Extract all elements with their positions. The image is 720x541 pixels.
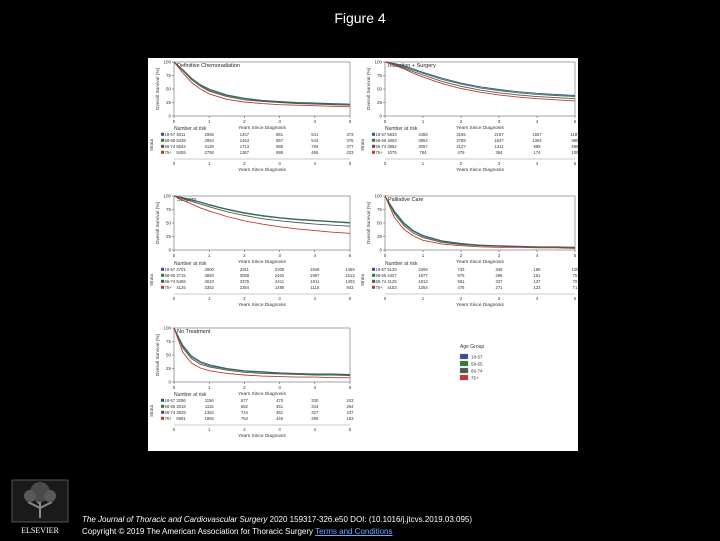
x-axis-label-4: Years Since Diagnosis bbox=[238, 392, 286, 397]
risk-x-tick-1-0: 0 bbox=[383, 161, 387, 166]
x-tick-label-1-2: 2 bbox=[459, 119, 463, 124]
risk-cell-3-3-3: 476 bbox=[457, 285, 465, 290]
risk-cell-2-0-1: 4701 bbox=[176, 267, 186, 272]
risk-cell-4-1-5: 344 bbox=[311, 404, 319, 409]
publisher-wordmark: ELSEVIER bbox=[21, 526, 59, 535]
risk-cell-1-3-5: 174 bbox=[533, 150, 541, 155]
risk-x-tick-2-4: 4 bbox=[313, 296, 316, 301]
risk-cell-0-1-5: 542 bbox=[311, 138, 319, 143]
x-tick-label-1-1: 1 bbox=[421, 119, 425, 124]
strata-label-0: Strata bbox=[149, 138, 154, 152]
risk-cell-3-3-5: 123 bbox=[533, 285, 541, 290]
risk-x-tick-3-4: 4 bbox=[535, 296, 539, 301]
risk-cell-0-1-2: 2854 bbox=[204, 138, 214, 143]
risk-strata-4-2: 66-74 bbox=[164, 410, 176, 415]
x-tick-label-3-2: 2 bbox=[459, 253, 463, 258]
panel-title-4: No Treatment bbox=[177, 329, 211, 335]
risk-x-tick-0-2: 2 bbox=[243, 161, 246, 166]
risk-cell-3-2-4: 337 bbox=[495, 279, 503, 284]
y-tick-label-0-0: 0 bbox=[168, 113, 171, 119]
risk-cell-3-0-5: 186 bbox=[533, 267, 541, 272]
risk-cell-2-3-4: 1495 bbox=[274, 285, 285, 290]
risk-x-tick-4-0: 0 bbox=[172, 427, 176, 432]
risk-cell-3-0-1: 5125 bbox=[387, 267, 397, 272]
risk-cell-3-0-4: 345 bbox=[495, 267, 503, 272]
risk-cell-1-0-6: 1187 bbox=[570, 132, 580, 137]
risk-cell-0-3-1: 5455 bbox=[176, 150, 186, 155]
figure-panel bbox=[148, 58, 578, 451]
risk-cell-4-3-3: 753 bbox=[240, 416, 248, 421]
y-tick-label-2-25: 25 bbox=[165, 234, 171, 240]
risk-cell-2-0-3: 2911 bbox=[239, 267, 249, 272]
risk-cell-4-0-4: 470 bbox=[276, 398, 284, 403]
risk-cell-1-3-2: 784 bbox=[419, 150, 427, 155]
risk-cell-4-2-4: 461 bbox=[276, 410, 284, 415]
risk-cell-2-1-4: 2402 bbox=[274, 273, 285, 278]
x-axis-label-2: Years Since Diagnosis bbox=[238, 260, 286, 265]
risk-strata-3-3: 75+ bbox=[375, 285, 383, 290]
y-axis-label-0: Overall Survival (%) bbox=[156, 67, 161, 111]
risk-cell-0-2-3: 1713 bbox=[239, 144, 250, 149]
x-tick-label-4-1: 1 bbox=[207, 385, 211, 390]
y-tick-label-4-0: 0 bbox=[168, 379, 171, 385]
risk-strata-2-1: 58-65 bbox=[164, 273, 176, 278]
x-axis-label-3: Years Since Diagnosis bbox=[456, 260, 504, 265]
risk-cell-1-3-6: 109 bbox=[571, 150, 579, 155]
x-tick-label-3-4: 4 bbox=[535, 253, 539, 258]
risk-cell-3-3-2: 1354 bbox=[418, 285, 428, 290]
x-tick-label-3-0: 0 bbox=[383, 253, 387, 258]
risk-cell-2-2-3: 3376 bbox=[239, 279, 250, 284]
risk-cell-0-1-6: 375 bbox=[346, 138, 354, 143]
risk-cell-2-2-2: 4610 bbox=[204, 279, 214, 284]
y-tick-label-4-50: 50 bbox=[165, 352, 171, 358]
risk-cell-0-0-2: 2956 bbox=[204, 132, 214, 137]
panel-title-1: Induction + Surgery bbox=[388, 63, 436, 69]
risk-strata-4-0: 18-57 bbox=[164, 398, 176, 403]
risk-x-tick-2-3: 3 bbox=[278, 296, 281, 301]
risk-x-tick-3-2: 2 bbox=[459, 296, 463, 301]
risk-x-label-1: Years Since Diagnosis bbox=[456, 168, 504, 173]
risk-cell-0-2-1: 5642 bbox=[176, 144, 186, 149]
x-tick-label-4-5: 5 bbox=[348, 385, 352, 390]
x-tick-label-3-1: 1 bbox=[421, 253, 425, 258]
risk-cell-0-2-4: 985 bbox=[276, 144, 284, 149]
y-tick-label-0-100: 100 bbox=[163, 59, 171, 65]
risk-cell-2-0-5: 1846 bbox=[310, 267, 320, 272]
x-tick-label-4-0: 0 bbox=[172, 385, 176, 390]
legend-label-58-65: 58-65 bbox=[471, 361, 483, 367]
risk-cell-3-0-3: 733 bbox=[457, 267, 465, 272]
legend-label-66-74: 66-74 bbox=[471, 368, 483, 374]
risk-x-label-3: Years Since Diagnosis bbox=[456, 303, 504, 308]
plot-frame-3 bbox=[385, 196, 575, 250]
risk-cell-0-0-5: 541 bbox=[311, 132, 319, 137]
risk-cell-2-0-6: 1459 bbox=[345, 267, 355, 272]
risk-cell-1-0-1: 5833 bbox=[387, 132, 397, 137]
risk-cell-4-1-2: 1115 bbox=[204, 404, 214, 409]
risk-cell-0-2-5: 794 bbox=[311, 144, 319, 149]
risk-cell-4-3-2: 1862 bbox=[204, 416, 214, 421]
risk-cell-3-0-2: 2306 bbox=[418, 267, 428, 272]
risk-cell-2-0-4: 2305 bbox=[274, 267, 285, 272]
strata-label-1: Strata bbox=[360, 138, 365, 152]
risk-header-0: Number at risk bbox=[174, 126, 207, 132]
risk-x-tick-1-1: 1 bbox=[421, 161, 425, 166]
legend-swatch-58-65 bbox=[460, 361, 468, 366]
risk-cell-2-3-2: 3352 bbox=[204, 285, 214, 290]
risk-x-label-0: Years Since Diagnosis bbox=[238, 168, 286, 173]
journal-name: The Journal of Thoracic and Cardiovascular Surgery bbox=[82, 515, 268, 524]
legend-swatch-75+ bbox=[460, 375, 468, 380]
risk-cell-2-2-6: 1403 bbox=[345, 279, 355, 284]
y-axis-label-3: Overall Survival (%) bbox=[367, 201, 372, 245]
citation-details: 2020 159317-326.e50 DOI: (10.1016/j.jtcvs.2019.03.095) bbox=[267, 515, 473, 524]
y-tick-label-2-75: 75 bbox=[165, 207, 171, 213]
risk-x-label-4: Years Since Diagnosis bbox=[238, 434, 286, 439]
risk-cell-4-2-1: 3929 bbox=[176, 410, 186, 415]
risk-strata-4-3: 75+ bbox=[164, 416, 172, 421]
risk-x-tick-0-3: 3 bbox=[278, 161, 281, 166]
x-tick-label-2-4: 4 bbox=[313, 253, 317, 258]
risk-cell-2-1-5: 1897 bbox=[310, 273, 320, 278]
x-tick-label-3-5: 5 bbox=[573, 253, 577, 258]
risk-cell-0-3-2: 2758 bbox=[204, 150, 214, 155]
y-tick-label-3-50: 50 bbox=[376, 220, 382, 226]
y-tick-label-3-0: 0 bbox=[379, 247, 382, 253]
risk-cell-3-1-4: 296 bbox=[495, 273, 503, 278]
risk-x-tick-3-1: 1 bbox=[421, 296, 425, 301]
risk-cell-3-0-6: 125 bbox=[571, 267, 579, 272]
risk-cell-4-0-2: 1156 bbox=[204, 398, 214, 403]
risk-cell-3-1-5: 151 bbox=[533, 273, 541, 278]
risk-cell-4-2-3: 724 bbox=[240, 410, 248, 415]
risk-x-tick-3-3: 3 bbox=[497, 296, 501, 301]
x-tick-label-4-4: 4 bbox=[313, 385, 317, 390]
risk-cell-0-0-3: 1447 bbox=[239, 132, 250, 137]
risk-strata-1-2: 66-74 bbox=[375, 144, 387, 149]
risk-x-tick-3-5: 5 bbox=[573, 296, 577, 301]
x-tick-label-2-5: 5 bbox=[348, 253, 352, 258]
risk-cell-2-3-6: 843 bbox=[346, 285, 354, 290]
risk-x-label-2: Years Since Diagnosis bbox=[238, 303, 286, 308]
risk-cell-2-3-3: 2354 bbox=[239, 285, 250, 290]
y-tick-label-4-100: 100 bbox=[163, 325, 171, 331]
risk-cell-0-2-2: 3130 bbox=[204, 144, 214, 149]
y-tick-label-1-100: 100 bbox=[374, 59, 382, 65]
risk-cell-4-0-5: 330 bbox=[311, 398, 319, 403]
risk-header-1: Number at risk bbox=[385, 126, 418, 132]
risk-cell-1-2-4: 1411 bbox=[494, 144, 504, 149]
x-tick-label-0-4: 4 bbox=[313, 119, 317, 124]
risk-cell-0-0-1: 6011 bbox=[176, 132, 186, 137]
figure-title: Figure 4 bbox=[334, 10, 386, 26]
risk-x-tick-2-5: 5 bbox=[348, 296, 352, 301]
risk-cell-1-3-3: 479 bbox=[457, 150, 465, 155]
risk-cell-0-0-4: 851 bbox=[276, 132, 284, 137]
risk-cell-4-1-4: 451 bbox=[276, 404, 284, 409]
risk-cell-1-2-3: 2127 bbox=[456, 144, 466, 149]
risk-strata-3-2: 66-74 bbox=[375, 279, 387, 284]
risk-x-tick-1-5: 5 bbox=[573, 161, 577, 166]
risk-cell-3-3-4: 271 bbox=[495, 285, 503, 290]
risk-x-tick-4-2: 2 bbox=[243, 427, 246, 432]
risk-cell-3-3-6: 71 bbox=[572, 285, 578, 290]
x-tick-label-2-2: 2 bbox=[243, 253, 246, 258]
risk-cell-1-0-5: 1557 bbox=[532, 132, 542, 137]
x-tick-label-1-3: 3 bbox=[497, 119, 501, 124]
risk-cell-0-3-4: 895 bbox=[276, 150, 284, 155]
copyright-text: Copyright © 2019 The American Association for Thoracic Surgery bbox=[82, 527, 314, 536]
risk-cell-3-3-1: 4153 bbox=[387, 285, 397, 290]
y-tick-label-3-25: 25 bbox=[376, 234, 382, 240]
x-tick-label-2-0: 0 bbox=[172, 253, 176, 258]
risk-cell-1-0-3: 3165 bbox=[456, 132, 466, 137]
x-axis-label-0: Years Since Diagnosis bbox=[238, 126, 286, 131]
legend-swatch-18-57 bbox=[460, 354, 468, 359]
risk-strata-1-1: 58-65 bbox=[375, 138, 387, 143]
risk-x-tick-0-0: 0 bbox=[172, 161, 176, 166]
x-tick-label-0-5: 5 bbox=[348, 119, 352, 124]
risk-cell-1-2-5: 989 bbox=[533, 144, 541, 149]
risk-x-tick-1-3: 3 bbox=[497, 161, 501, 166]
risk-cell-1-2-1: 3862 bbox=[387, 144, 397, 149]
risk-cell-3-2-6: 70 bbox=[572, 279, 578, 284]
x-axis-label-1: Years Since Diagnosis bbox=[456, 126, 504, 131]
risk-strata-3-1: 58-65 bbox=[375, 273, 387, 278]
risk-x-tick-4-1: 1 bbox=[208, 427, 211, 432]
legend-label-18-57: 18-57 bbox=[471, 354, 483, 360]
risk-cell-1-1-4: 1847 bbox=[494, 138, 504, 143]
risk-cell-0-3-6: 223 bbox=[346, 150, 354, 155]
risk-cell-2-1-2: 3850 bbox=[204, 273, 214, 278]
strata-label-3: Strata bbox=[360, 273, 365, 287]
y-axis-label-1: Overall Survival (%) bbox=[367, 67, 372, 111]
x-tick-label-3-3: 3 bbox=[497, 253, 501, 258]
x-tick-label-4-2: 2 bbox=[243, 385, 246, 390]
y-tick-label-2-50: 50 bbox=[165, 220, 171, 226]
risk-cell-2-1-6: 1512 bbox=[345, 273, 355, 278]
risk-cell-2-2-4: 2411 bbox=[275, 279, 285, 284]
risk-cell-3-1-6: 75 bbox=[572, 273, 578, 278]
risk-strata-4-1: 58-65 bbox=[164, 404, 176, 409]
risk-x-tick-3-0: 0 bbox=[383, 296, 387, 301]
risk-strata-2-2: 66-74 bbox=[164, 279, 176, 284]
risk-cell-2-1-3: 3058 bbox=[239, 273, 250, 278]
risk-x-tick-1-4: 4 bbox=[535, 161, 539, 166]
risk-cell-1-1-2: 3954 bbox=[418, 138, 428, 143]
risk-cell-1-1-6: 985 bbox=[571, 138, 579, 143]
y-axis-label-2: Overall Survival (%) bbox=[156, 201, 161, 245]
y-tick-label-1-25: 25 bbox=[376, 100, 382, 106]
y-tick-label-3-100: 100 bbox=[374, 193, 382, 199]
risk-cell-4-3-1: 6891 bbox=[176, 416, 186, 421]
x-tick-label-0-3: 3 bbox=[278, 119, 281, 124]
risk-cell-1-2-2: 3057 bbox=[418, 144, 428, 149]
panel-title-0: Definitive Chemoradiation bbox=[177, 63, 240, 69]
y-tick-label-0-75: 75 bbox=[165, 73, 171, 79]
legend-title: Age Group bbox=[460, 344, 485, 350]
risk-cell-4-1-3: 662 bbox=[240, 404, 248, 409]
risk-header-2: Number at risk bbox=[174, 261, 207, 267]
risk-cell-1-3-4: 364 bbox=[495, 150, 503, 155]
risk-cell-4-2-2: 1352 bbox=[204, 410, 214, 415]
risk-strata-2-0: 18-57 bbox=[164, 267, 176, 272]
risk-cell-4-2-5: 327 bbox=[311, 410, 319, 415]
y-axis-label-4: Overall Survival (%) bbox=[156, 333, 161, 377]
risk-strata-1-3: 75+ bbox=[375, 150, 383, 155]
risk-x-tick-4-5: 5 bbox=[348, 427, 352, 432]
x-tick-label-1-4: 4 bbox=[535, 119, 539, 124]
risk-cell-0-3-5: 465 bbox=[311, 150, 319, 155]
legend-swatch-66-74 bbox=[460, 368, 468, 373]
risk-strata-0-0: 18-57 bbox=[164, 132, 176, 137]
x-tick-label-2-3: 3 bbox=[278, 253, 281, 258]
risk-cell-0-2-6: 377 bbox=[346, 144, 354, 149]
x-tick-label-1-5: 5 bbox=[573, 119, 577, 124]
y-tick-label-4-75: 75 bbox=[165, 339, 171, 345]
risk-x-tick-4-3: 3 bbox=[278, 427, 281, 432]
risk-cell-2-3-1: 4125 bbox=[176, 285, 186, 290]
risk-x-tick-2-2: 2 bbox=[243, 296, 246, 301]
risk-cell-1-3-1: 1075 bbox=[387, 150, 397, 155]
risk-cell-0-3-3: 1367 bbox=[239, 150, 250, 155]
risk-cell-2-1-1: 4715 bbox=[176, 273, 186, 278]
risk-x-tick-0-1: 1 bbox=[208, 161, 211, 166]
x-tick-label-1-0: 0 bbox=[383, 119, 387, 124]
risk-cell-4-1-1: 3018 bbox=[176, 404, 186, 409]
elsevier-logo bbox=[8, 478, 72, 536]
risk-cell-1-1-3: 2768 bbox=[456, 138, 466, 143]
legend-label-75+: 75+ bbox=[471, 375, 479, 381]
y-tick-label-0-50: 50 bbox=[165, 86, 171, 92]
risk-cell-4-0-1: 3296 bbox=[176, 398, 186, 403]
risk-strata-0-1: 58-65 bbox=[164, 138, 176, 143]
risk-cell-3-2-2: 1813 bbox=[418, 279, 428, 284]
panel-title-2: Surgery bbox=[177, 197, 197, 203]
survival-curves-figure bbox=[148, 58, 578, 451]
y-tick-label-4-25: 25 bbox=[165, 366, 171, 372]
risk-x-tick-0-5: 5 bbox=[348, 161, 352, 166]
risk-cell-4-3-4: 446 bbox=[276, 416, 284, 421]
risk-strata-0-2: 66-74 bbox=[164, 144, 176, 149]
x-tick-label-0-0: 0 bbox=[172, 119, 176, 124]
citation-block bbox=[82, 514, 712, 538]
y-tick-label-2-100: 100 bbox=[163, 193, 171, 199]
risk-header-3: Number at risk bbox=[385, 261, 418, 267]
risk-cell-3-2-1: 4125 bbox=[387, 279, 397, 284]
risk-header-4: Number at risk bbox=[174, 392, 207, 398]
risk-x-tick-2-1: 1 bbox=[208, 296, 211, 301]
risk-cell-4-0-3: 677 bbox=[240, 398, 248, 403]
y-tick-label-1-75: 75 bbox=[376, 73, 382, 79]
x-tick-label-2-1: 1 bbox=[207, 253, 211, 258]
risk-cell-3-2-5: 137 bbox=[533, 279, 541, 284]
risk-x-tick-0-4: 4 bbox=[313, 161, 316, 166]
risk-x-tick-4-4: 4 bbox=[313, 427, 316, 432]
risk-cell-1-2-6: 698 bbox=[571, 144, 579, 149]
risk-cell-2-2-1: 5458 bbox=[176, 279, 186, 284]
x-tick-label-0-1: 1 bbox=[207, 119, 211, 124]
risk-cell-0-1-1: 5438 bbox=[176, 138, 186, 143]
risk-cell-1-1-5: 1354 bbox=[532, 138, 542, 143]
risk-cell-3-1-2: 1877 bbox=[418, 273, 428, 278]
risk-cell-4-0-6: 243 bbox=[346, 398, 354, 403]
y-tick-label-0-25: 25 bbox=[165, 100, 171, 106]
risk-strata-2-3: 75+ bbox=[164, 285, 172, 290]
strata-label-2: Strata bbox=[149, 273, 154, 287]
risk-cell-3-2-3: 561 bbox=[457, 279, 465, 284]
y-tick-label-1-50: 50 bbox=[376, 86, 382, 92]
risk-cell-2-3-5: 1115 bbox=[310, 285, 320, 290]
risk-cell-3-1-3: 675 bbox=[457, 273, 465, 278]
x-tick-label-4-3: 3 bbox=[278, 385, 281, 390]
risk-x-tick-2-0: 0 bbox=[172, 296, 176, 301]
risk-cell-4-1-6: 254 bbox=[346, 404, 354, 409]
strata-label-4: Strata bbox=[149, 404, 154, 418]
risk-cell-4-2-6: 237 bbox=[346, 410, 354, 415]
risk-strata-0-3: 75+ bbox=[164, 150, 172, 155]
risk-strata-1-0: 18-57 bbox=[375, 132, 387, 137]
risk-cell-4-3-5: 290 bbox=[311, 416, 319, 421]
risk-cell-2-0-2: 3900 bbox=[204, 267, 214, 272]
y-tick-label-2-0: 0 bbox=[168, 247, 171, 253]
y-tick-label-1-0: 0 bbox=[379, 113, 382, 119]
risk-cell-0-1-4: 857 bbox=[276, 138, 284, 143]
x-tick-label-0-2: 2 bbox=[243, 119, 246, 124]
risk-cell-2-2-5: 1911 bbox=[310, 279, 320, 284]
terms-link[interactable]: Terms and Conditions bbox=[315, 527, 393, 536]
risk-cell-0-0-6: 373 bbox=[346, 132, 354, 137]
risk-x-tick-1-2: 2 bbox=[459, 161, 463, 166]
panel-title-3: Palliative Care bbox=[388, 197, 424, 203]
risk-cell-4-3-6: 183 bbox=[346, 416, 354, 421]
y-tick-label-3-75: 75 bbox=[376, 207, 382, 213]
risk-cell-1-1-1: 4863 bbox=[387, 138, 397, 143]
risk-cell-1-0-2: 4455 bbox=[418, 132, 428, 137]
risk-strata-3-0: 18-57 bbox=[375, 267, 387, 272]
risk-cell-0-1-3: 1463 bbox=[239, 138, 250, 143]
risk-cell-3-1-1: 4327 bbox=[387, 273, 397, 278]
risk-cell-1-0-4: 2167 bbox=[494, 132, 504, 137]
